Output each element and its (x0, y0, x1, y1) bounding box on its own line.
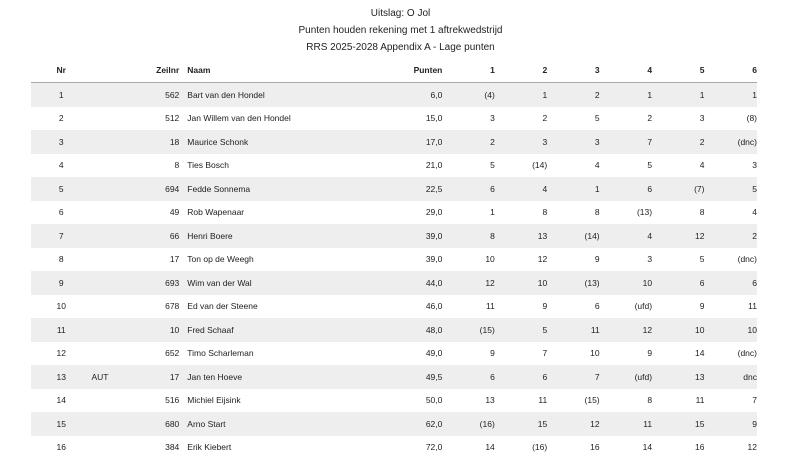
cell-race-6: (dnc) (704, 130, 757, 154)
cell-sail-number: 694 (136, 177, 187, 201)
table-row (31, 436, 757, 460)
cell-race-2: 15 (495, 412, 547, 436)
cell-nr: 15 (31, 412, 92, 436)
cell-race-5: 10 (652, 318, 704, 342)
cell-country (92, 318, 136, 342)
cell-race-3: 2 (547, 83, 599, 107)
cell-race-3: 9 (594, 254, 600, 265)
results-table (31, 58, 757, 459)
cell-race-1: 5 (490, 160, 495, 171)
cell-nr: 12 (56, 348, 66, 359)
cell-race-5: 2 (652, 130, 704, 154)
cell-race-1: 2 (442, 130, 494, 154)
cell-points: 39,0 (425, 254, 443, 265)
cell-sail-number: 516 (165, 395, 180, 406)
table-row (31, 224, 757, 248)
cell-points: 50,0 (425, 395, 443, 406)
cell-name: Maurice Schonk (187, 130, 372, 154)
cell-nr: 8 (58, 254, 64, 265)
col-header-race-4: 4 (600, 58, 652, 83)
cell-sail-number: 562 (136, 83, 187, 107)
cell-race-2: (14) (532, 160, 548, 171)
col-header-race-6: 6 (704, 58, 757, 83)
cell-nr: 4 (58, 160, 64, 171)
cell-race-1: 8 (442, 224, 494, 248)
cell-race-4: 4 (600, 224, 652, 248)
cell-race-2: 7 (542, 348, 548, 359)
cell-name: Bart van den Hondel (187, 83, 372, 107)
cell-race-3: 7 (547, 365, 599, 389)
cell-race-2: 8 (542, 207, 548, 218)
cell-race-1: (15) (442, 318, 494, 342)
cell-race-4: 7 (600, 130, 652, 154)
cell-race-3: 12 (547, 412, 599, 436)
col-header-points: Punten (372, 58, 443, 83)
cell-race-4: 11 (600, 412, 652, 436)
cell-country (92, 83, 136, 107)
table-row (31, 107, 757, 131)
table-row (31, 130, 757, 154)
cell-points: 44,0 (372, 271, 443, 295)
cell-name: Jan ten Hoeve (187, 365, 372, 389)
table-row (31, 271, 757, 295)
cell-race-1: 10 (485, 254, 495, 265)
cell-race-4: 8 (647, 395, 653, 406)
results-table-header (31, 58, 757, 83)
cell-country: AUT (92, 365, 136, 389)
cell-race-3: 8 (594, 207, 600, 218)
cell-race-4: 2 (647, 113, 653, 124)
cell-sail-number: 8 (174, 160, 180, 171)
cell-race-6: (dnc) (737, 254, 757, 265)
cell-race-1: 1 (490, 207, 495, 218)
cell-race-2: 13 (495, 224, 547, 248)
cell-nr: 7 (31, 224, 92, 248)
cell-race-6: 5 (704, 177, 757, 201)
cell-race-6: 10 (704, 318, 757, 342)
cell-sail-number: 17 (169, 254, 180, 265)
cell-sail-number: 680 (136, 412, 187, 436)
cell-nr: 16 (56, 442, 66, 453)
cell-points: 48,0 (372, 318, 443, 342)
cell-race-1: (16) (442, 412, 494, 436)
cell-race-2: 10 (495, 271, 547, 295)
cell-points: 22,5 (372, 177, 443, 201)
cell-race-3: (14) (547, 224, 599, 248)
scoring-note: Punten houden rekening met 1 aftrekwedstrijd (298, 25, 503, 36)
cell-points: 49,5 (372, 365, 443, 389)
cell-name: Ties Bosch (187, 160, 230, 171)
cell-nr: 1 (31, 83, 92, 107)
header-row (31, 58, 757, 83)
cell-name: Fred Schaaf (187, 318, 372, 342)
cell-nr: 11 (31, 318, 92, 342)
cell-race-3: 6 (594, 301, 600, 312)
cell-race-2: 1 (495, 83, 547, 107)
cell-country (92, 295, 136, 319)
cell-country (92, 154, 136, 178)
cell-race-5: 5 (699, 254, 705, 265)
cell-nr: 2 (58, 113, 64, 124)
cell-race-3: (13) (547, 271, 599, 295)
cell-race-3: 16 (590, 442, 600, 453)
rules-note: RRS 2025-2028 Appendix A - Lage punten (306, 42, 495, 53)
cell-race-2: (16) (532, 442, 548, 453)
cell-race-3: 5 (594, 113, 600, 124)
cell-points: 72,0 (425, 442, 443, 453)
cell-country (92, 177, 136, 201)
table-row (31, 177, 757, 201)
cell-country (92, 248, 136, 272)
cell-points: 46,0 (425, 301, 443, 312)
table-row (31, 295, 757, 319)
cell-race-1: 12 (442, 271, 494, 295)
cell-race-5: 1 (652, 83, 704, 107)
cell-race-3: 11 (547, 318, 599, 342)
cell-race-5: 16 (695, 442, 705, 453)
cell-race-1: 6 (442, 365, 494, 389)
cell-sail-number: 652 (165, 348, 180, 359)
cell-race-2: 2 (542, 113, 548, 124)
cell-nr: 14 (56, 395, 66, 406)
cell-race-5: 9 (699, 301, 705, 312)
cell-race-6: 11 (748, 301, 757, 312)
cell-race-5: 6 (652, 271, 704, 295)
cell-race-1: 14 (485, 442, 495, 453)
cell-nr: 5 (31, 177, 92, 201)
cell-race-2: 3 (495, 130, 547, 154)
cell-race-4: 3 (647, 254, 653, 265)
cell-race-4: 14 (642, 442, 653, 453)
cell-race-5: (7) (652, 177, 704, 201)
cell-race-1: 6 (442, 177, 494, 201)
cell-country (92, 436, 136, 460)
table-row (31, 389, 757, 413)
cell-name: Ed van der Steene (187, 301, 258, 312)
col-header-name: Naam (187, 58, 372, 83)
cell-race-4: 1 (600, 83, 652, 107)
results-title: Uitslag: O Jol (370, 8, 431, 19)
cell-race-5: 4 (699, 160, 705, 171)
cell-sail-number: 10 (136, 318, 187, 342)
cell-name: Rob Wapenaar (187, 207, 245, 218)
cell-points: 49,0 (425, 348, 443, 359)
cell-nr: 13 (31, 365, 92, 389)
cell-race-1: 9 (490, 348, 495, 359)
cell-sail-number: 693 (136, 271, 187, 295)
col-header-race-2: 2 (495, 58, 547, 83)
cell-points: 62,0 (372, 412, 443, 436)
table-row (31, 365, 757, 389)
cell-race-3: (15) (584, 395, 600, 406)
cell-name: Michiel Eijsink (187, 395, 241, 406)
cell-race-5: 14 (695, 348, 705, 359)
cell-race-4: (ufd) (600, 365, 652, 389)
cell-name: Erik Kiebert (187, 442, 232, 453)
table-row (31, 83, 757, 107)
cell-points: 21,0 (425, 160, 443, 171)
cell-race-1: 3 (490, 113, 495, 124)
cell-points: 15,0 (425, 113, 443, 124)
cell-name: Ton op de Weegh (187, 254, 254, 265)
cell-race-4: (13) (636, 207, 653, 218)
cell-name: Timo Scharleman (187, 348, 254, 359)
cell-race-5: 15 (652, 412, 704, 436)
cell-race-3: 4 (594, 160, 600, 171)
cell-nr: 3 (31, 130, 92, 154)
cell-name: Wim van der Wal (187, 271, 372, 295)
cell-name: Jan Willem van den Hondel (187, 113, 291, 124)
cell-race-6: 6 (704, 271, 757, 295)
cell-race-6: 4 (752, 207, 757, 218)
cell-name: Fedde Sonnema (187, 177, 372, 201)
cell-name: Henri Boere (187, 224, 372, 248)
cell-points: 6,0 (372, 83, 443, 107)
cell-race-5: 3 (699, 113, 705, 124)
table-row (31, 412, 757, 436)
cell-nr: 9 (31, 271, 92, 295)
cell-race-4: 10 (600, 271, 652, 295)
cell-country (92, 224, 136, 248)
col-header-country (92, 58, 136, 83)
cell-race-4: (ufd) (634, 301, 653, 312)
cell-race-4: 6 (600, 177, 652, 201)
cell-race-3: 3 (547, 130, 599, 154)
cell-race-2: 9 (542, 301, 548, 312)
cell-race-2: 11 (538, 395, 548, 406)
cell-name: Arno Start (187, 412, 372, 436)
cell-race-2: 12 (537, 254, 548, 265)
cell-sail-number: 17 (136, 365, 187, 389)
table-row (31, 154, 757, 178)
cell-country (92, 342, 136, 366)
cell-race-6: (8) (746, 113, 757, 124)
table-row (31, 201, 757, 225)
cell-points: 29,0 (425, 207, 443, 218)
cell-race-6: 7 (752, 395, 757, 406)
cell-race-6: dnc (704, 365, 757, 389)
cell-race-4: 5 (647, 160, 653, 171)
cell-race-6: 1 (704, 83, 757, 107)
cell-country (92, 412, 136, 436)
cell-sail-number: 66 (136, 224, 187, 248)
cell-race-3: 1 (547, 177, 599, 201)
cell-country (92, 201, 136, 225)
cell-country (92, 271, 136, 295)
cell-sail-number: 512 (165, 113, 180, 124)
cell-race-4: 12 (600, 318, 652, 342)
cell-race-2: 5 (495, 318, 547, 342)
cell-sail-number: 49 (169, 207, 180, 218)
cell-race-5: 8 (699, 207, 705, 218)
cell-race-1: 11 (485, 301, 495, 312)
cell-race-1: (4) (442, 83, 494, 107)
cell-sail-number: 678 (165, 301, 180, 312)
cell-nr: 10 (56, 301, 66, 312)
col-header-nr: Nr (31, 58, 92, 83)
cell-points: 17,0 (372, 130, 443, 154)
cell-race-4: 9 (647, 348, 653, 359)
cell-race-6: 2 (704, 224, 757, 248)
results-table-body (31, 83, 757, 460)
cell-country (92, 130, 136, 154)
table-row (31, 318, 757, 342)
table-row (31, 248, 757, 272)
cell-race-5: 11 (695, 395, 705, 406)
cell-race-6: 12 (747, 442, 757, 453)
cell-country (92, 389, 136, 413)
cell-sail-number: 384 (165, 442, 180, 453)
col-header-race-3: 3 (547, 58, 599, 83)
cell-race-1: 13 (485, 395, 495, 406)
cell-race-6: 9 (704, 412, 757, 436)
cell-race-6: (dnc) (737, 348, 757, 359)
cell-country (92, 107, 136, 131)
col-header-sail-number: Zeilnr (136, 58, 187, 83)
cell-nr: 6 (58, 207, 64, 218)
cell-points: 39,0 (372, 224, 443, 248)
cell-sail-number: 18 (136, 130, 187, 154)
col-header-race-1: 1 (442, 58, 494, 83)
cell-race-2: 6 (495, 365, 547, 389)
cell-race-3: 10 (590, 348, 600, 359)
table-row (31, 342, 757, 366)
cell-race-2: 4 (495, 177, 547, 201)
results-heading (0, 0, 801, 56)
cell-race-6: 3 (752, 160, 757, 171)
col-header-race-5: 5 (652, 58, 704, 83)
cell-race-5: 13 (652, 365, 704, 389)
cell-race-5: 12 (652, 224, 704, 248)
